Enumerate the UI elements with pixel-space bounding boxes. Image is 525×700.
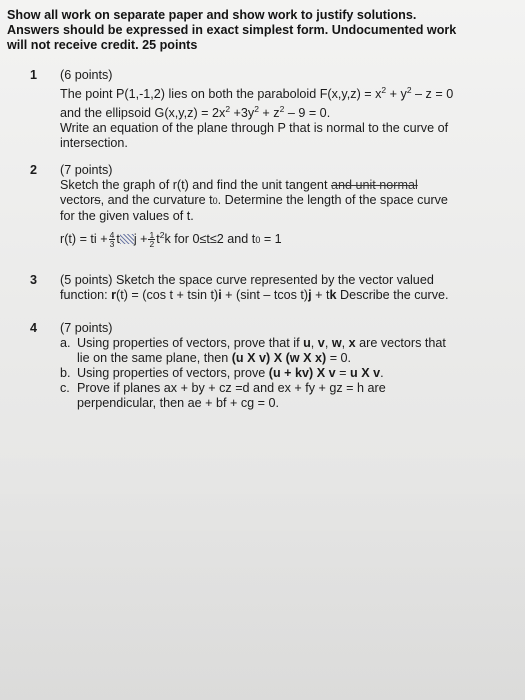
question-4-part-b: b. Using properties of vectors, prove (u + kv) X v = u X v.: [60, 366, 384, 380]
instructions-line-3: will not receive credit. 25 points: [7, 38, 198, 52]
paper-shadow: [0, 440, 525, 700]
question-1-line-1: The point P(1,-1,2) lies on both the paraboloid $F(x,y,z) = x^2 + y^2 - z = 0$: [60, 85, 454, 101]
question-3-number: 3: [30, 273, 38, 287]
question-1-body: [60, 68, 510, 151]
question-1-line-4: intersection.: [60, 136, 128, 150]
question-3-line-1: (5 points) Sketch the space curve represented by the vector valued: [60, 273, 434, 287]
question-2-line-3: for the given values of t.: [60, 209, 194, 223]
question-2-equation: r(t) = ti + $\frac{4}{3}$ t j + $\frac{1}{2}$ $t^2k$ for 0≤t≤2 and t0 = 1: [60, 230, 282, 250]
handwritten-scribble-icon: [120, 234, 134, 244]
question-4-points: (7 points): [60, 321, 113, 335]
question-3-body: [60, 273, 510, 303]
question-1-number: 1: [30, 68, 38, 82]
question-4-part-c: c. Prove if planes ax + by + cz =d and ex + fy + gz = h are perpendicular, then ae + bf + cg = 0.: [60, 381, 386, 410]
question-1-line-2: and the ellipsoid $G(x,y,z) = 2x^2 +3y^2 + z^2 - 9 = 0$.: [60, 104, 331, 120]
question-4-part-a: a. Using properties of vectors, prove that if u, v, w, x are vectors that lie on the same plane, then (u X v) X (w X x) = 0.: [60, 336, 446, 365]
struck-text: and unit normal: [330, 178, 418, 192]
instructions-line-2: Answers should be expressed in exact simplest form. Undocumented work: [7, 23, 457, 37]
question-3-line-2: function: r(t) = (cos t + tsin t)i + (sint – tcos t)j + tk Describe the curve.: [60, 288, 449, 302]
fraction-1-2: $\frac{1}{2}$: [149, 230, 155, 250]
question-1-points: (6 points): [60, 68, 113, 82]
instructions-line-1: Show all work on separate paper and show work to justify solutions.: [7, 8, 417, 22]
question-2-line-2: vectors, and the curvature t0. Determine the length of the space curve: [60, 193, 448, 207]
instructions-header: [7, 8, 512, 53]
question-2-body: [60, 163, 510, 248]
question-2-points: (7 points): [60, 163, 113, 177]
question-2-line-1: Sketch the graph of r(t) and find the unit tangent and unit normal: [60, 178, 418, 192]
fraction-4-3: $\frac{4}{3}$: [109, 230, 115, 250]
question-4-body: [60, 321, 510, 411]
question-1-line-3: Write an equation of the plane through P that is normal to the curve of: [60, 121, 449, 135]
question-4-number: 4: [30, 321, 38, 335]
question-2-number: 2: [30, 163, 38, 177]
